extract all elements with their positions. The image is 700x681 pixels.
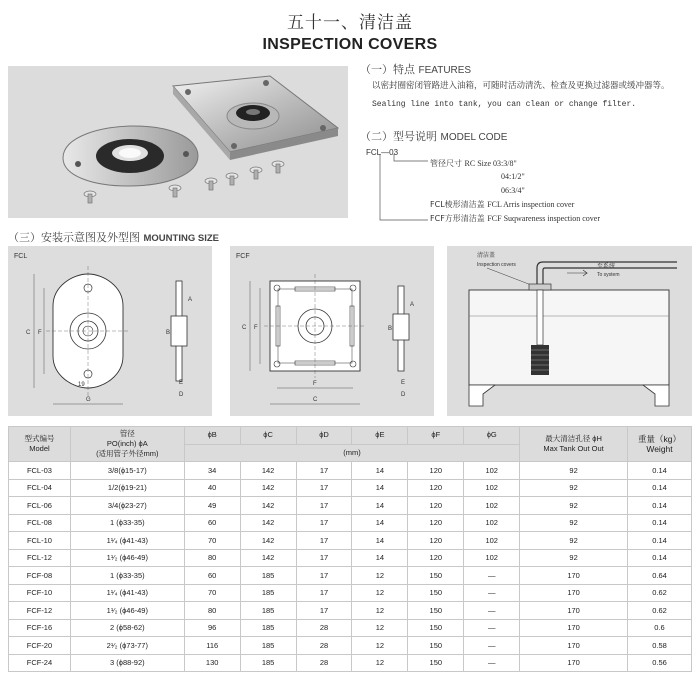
cell-pipe: 1¹⁄₄ (ϕ41-43)	[70, 532, 184, 550]
cell-d: 17	[296, 514, 352, 532]
cell-w: 0.14	[627, 549, 691, 567]
cell-e: 14	[352, 479, 408, 497]
cell-model: FCL-10	[9, 532, 71, 550]
fcf-label: FCF	[236, 253, 250, 260]
cell-b: 70	[184, 584, 240, 602]
cell-b: 130	[184, 654, 240, 672]
dim-b-label: B	[166, 330, 171, 336]
cell-model: FCF-16	[9, 619, 71, 637]
cell-c: 142	[240, 514, 296, 532]
col-g: ϕG	[464, 427, 520, 445]
cell-e: 12	[352, 584, 408, 602]
cell-f: 120	[408, 479, 464, 497]
model-heading-en: MODEL CODE	[440, 132, 508, 143]
features-heading-en: FEATURES	[418, 65, 472, 76]
cell-pipe: 1 (ϕ33-35)	[70, 514, 184, 532]
col-pipe	[70, 427, 184, 462]
cell-e: 14	[352, 532, 408, 550]
cell-d: 17	[296, 549, 352, 567]
model-fcf-en: FCF Suqwareness inspection cover	[487, 214, 600, 223]
cell-h: 170	[520, 654, 628, 672]
cell-w: 0.14	[627, 514, 691, 532]
cell-c: 185	[240, 654, 296, 672]
cell-g: 102	[464, 514, 520, 532]
cell-c: 142	[240, 479, 296, 497]
cell-pipe: 3/8(ϕ15-17)	[70, 462, 184, 480]
table-row	[9, 462, 692, 480]
cell-e: 12	[352, 654, 408, 672]
tank-installation-diagram	[447, 246, 692, 416]
cell-g: —	[464, 567, 520, 585]
cell-w: 0.58	[627, 637, 691, 655]
cell-h: 170	[520, 619, 628, 637]
features-desc-en: Sealing line into tank, you can clean or change filter.	[372, 100, 637, 109]
mounting-heading-en: MOUNTING SIZE	[143, 233, 219, 244]
table-row	[9, 567, 692, 585]
cell-pipe: 1/2(ϕ19-21)	[70, 479, 184, 497]
cell-g: 102	[464, 549, 520, 567]
cell-w: 0.14	[627, 462, 691, 480]
cell-h: 92	[520, 479, 628, 497]
cell-w: 0.62	[627, 602, 691, 620]
cell-h: 92	[520, 514, 628, 532]
cell-b: 80	[184, 602, 240, 620]
cell-e: 12	[352, 619, 408, 637]
col-h	[520, 427, 628, 462]
cell-c: 185	[240, 567, 296, 585]
cell-e: 12	[352, 602, 408, 620]
cell-d: 17	[296, 602, 352, 620]
fcf-dim-d-label: D	[401, 392, 406, 398]
fcf-dim-f-bottom-label: F	[313, 381, 317, 387]
cell-w: 0.14	[627, 497, 691, 515]
cell-d: 28	[296, 654, 352, 672]
cell-pipe: 1¹⁄₄ (ϕ41-43)	[70, 584, 184, 602]
fcf-dim-a-label: A	[410, 302, 415, 308]
cell-g: 102	[464, 497, 520, 515]
cell-b: 96	[184, 619, 240, 637]
fcl-drawing	[8, 246, 212, 416]
cell-e: 14	[352, 514, 408, 532]
inspection-en-label: Inspection covers	[477, 262, 516, 268]
cell-h: 92	[520, 497, 628, 515]
cell-e: 14	[352, 549, 408, 567]
cell-model: FCF-10	[9, 584, 71, 602]
cell-b: 49	[184, 497, 240, 515]
cell-e: 14	[352, 462, 408, 480]
cell-model: FCF-20	[9, 637, 71, 655]
col-e: ϕE	[352, 427, 408, 445]
fcf-dim-e-label: E	[401, 380, 406, 386]
cell-e: 12	[352, 637, 408, 655]
dim-c-label: C	[26, 330, 31, 336]
cell-model: FCF-08	[9, 567, 71, 585]
cell-h: 92	[520, 462, 628, 480]
dim-f-label: F	[38, 330, 42, 336]
table-row	[9, 602, 692, 620]
cell-g: —	[464, 619, 520, 637]
cell-b: 70	[184, 532, 240, 550]
table-row	[9, 497, 692, 515]
cell-f: 150	[408, 637, 464, 655]
cell-c: 185	[240, 584, 296, 602]
dim-e-label: E	[179, 380, 184, 386]
cell-d: 17	[296, 497, 352, 515]
cell-b: 34	[184, 462, 240, 480]
cell-h: 170	[520, 584, 628, 602]
features-heading-cn: （一）特点	[360, 63, 415, 76]
cell-c: 185	[240, 602, 296, 620]
cell-c: 142	[240, 532, 296, 550]
spec-table-body	[9, 462, 692, 672]
col-pipe-note: (适用管子外径mm)	[96, 449, 159, 458]
page-title-cn: 五十一、清洁盖	[287, 13, 413, 33]
model-fcl-en: FCL Arris inspection cover	[487, 200, 575, 209]
cell-f: 120	[408, 497, 464, 515]
col-model-en: Model	[29, 444, 50, 453]
cell-b: 116	[184, 637, 240, 655]
cell-pipe: 3/4(ϕ23-27)	[70, 497, 184, 515]
cell-h: 170	[520, 637, 628, 655]
fcl-outline-diagram	[8, 246, 212, 416]
table-row	[9, 514, 692, 532]
table-row	[9, 619, 692, 637]
cell-d: 17	[296, 584, 352, 602]
dim-a-label: A	[188, 297, 193, 303]
cell-b: 80	[184, 549, 240, 567]
cell-model: FCL-03	[9, 462, 71, 480]
table-row	[9, 479, 692, 497]
fcf-drawing	[230, 246, 434, 416]
model-pipe-cn: 管径尺寸	[430, 159, 462, 168]
cell-f: 150	[408, 584, 464, 602]
table-row	[9, 532, 692, 550]
features-desc-cn: 以密封圈密闭管路进入油箱，可随时活动清洗、检查及更换过滤器或缓冲器等。	[372, 81, 670, 91]
cell-model: FCL-06	[9, 497, 71, 515]
cell-g: —	[464, 637, 520, 655]
installation-drawing	[447, 246, 692, 416]
table-header-row	[9, 427, 692, 445]
cell-g: —	[464, 602, 520, 620]
features-heading	[360, 64, 690, 77]
model-heading-cn: （二）型号说明	[360, 130, 437, 143]
cell-model: FCF-12	[9, 602, 71, 620]
table-row	[9, 549, 692, 567]
cell-e: 12	[352, 567, 408, 585]
cell-c: 185	[240, 619, 296, 637]
col-h-cn: 最大清洁孔径 ϕH	[545, 434, 602, 443]
model-fcf	[430, 213, 600, 224]
cell-model: FCL-08	[9, 514, 71, 532]
col-weight	[627, 427, 691, 462]
page-title-en: INSPECTION COVERS	[262, 36, 438, 53]
dim-g-label: G	[86, 397, 91, 403]
cell-h: 170	[520, 602, 628, 620]
col-model	[9, 427, 71, 462]
features-section	[360, 64, 690, 111]
cell-d: 17	[296, 532, 352, 550]
cell-h: 92	[520, 549, 628, 567]
fcf-dim-f-label: F	[254, 325, 258, 331]
model-size-04: 04:1/2"	[501, 172, 525, 181]
fcl-label: FCL	[14, 253, 28, 260]
cell-h: 92	[520, 532, 628, 550]
model-heading	[360, 128, 695, 144]
cell-model: FCF-24	[9, 654, 71, 672]
col-b: ϕB	[184, 427, 240, 445]
spec-table	[8, 426, 692, 672]
cell-c: 142	[240, 549, 296, 567]
mounting-heading	[8, 229, 219, 245]
cell-g: —	[464, 654, 520, 672]
fcf-dim-b-label: B	[388, 326, 393, 332]
table-row	[9, 584, 692, 602]
cell-w: 0.62	[627, 584, 691, 602]
cell-f: 150	[408, 654, 464, 672]
cell-c: 185	[240, 637, 296, 655]
cell-pipe: 1 (ϕ33-35)	[70, 567, 184, 585]
cell-b: 60	[184, 514, 240, 532]
model-code: FCL—03	[366, 148, 399, 157]
dim-d-label: D	[179, 392, 184, 398]
cell-pipe: 3 (ϕ88-92)	[70, 654, 184, 672]
cell-f: 120	[408, 549, 464, 567]
cell-h: 170	[520, 567, 628, 585]
cell-pipe: 2 (ϕ58-62)	[70, 619, 184, 637]
cell-f: 120	[408, 532, 464, 550]
cell-w: 0.64	[627, 567, 691, 585]
col-pipe-cn: 管径	[119, 429, 135, 438]
fcf-dim-c-bottom-label: C	[313, 397, 318, 403]
fcf-outline-diagram	[230, 246, 434, 416]
cell-d: 28	[296, 619, 352, 637]
system-en-label: To system	[597, 272, 620, 278]
cell-w: 0.14	[627, 532, 691, 550]
model-fcl-cn: FCL棱形清洁盖	[430, 200, 485, 209]
cell-model: FCL-12	[9, 549, 71, 567]
cell-e: 14	[352, 497, 408, 515]
table-row	[9, 654, 692, 672]
cell-w: 0.56	[627, 654, 691, 672]
cell-d: 17	[296, 567, 352, 585]
cell-model: FCL-04	[9, 479, 71, 497]
product-photo	[8, 66, 348, 218]
cell-d: 17	[296, 462, 352, 480]
dim-19-label: 19	[78, 382, 85, 388]
cell-f: 150	[408, 602, 464, 620]
cell-d: 17	[296, 479, 352, 497]
model-fcf-cn: FCF方形清洁盖	[430, 214, 485, 223]
cell-pipe: 1¹⁄₂ (ϕ46-49)	[70, 602, 184, 620]
cell-w: 0.6	[627, 619, 691, 637]
col-model-cn: 型式编号	[24, 434, 55, 443]
cell-c: 142	[240, 497, 296, 515]
col-d: ϕD	[296, 427, 352, 445]
cell-g: 102	[464, 532, 520, 550]
cell-b: 40	[184, 479, 240, 497]
cell-f: 120	[408, 514, 464, 532]
model-pipe-en: RC Size 03:3/8"	[464, 159, 517, 168]
inspection-cn-label: 清洁盖	[477, 253, 496, 259]
model-code-section	[360, 128, 695, 224]
cell-f: 120	[408, 462, 464, 480]
cell-w: 0.14	[627, 479, 691, 497]
cell-g: 102	[464, 462, 520, 480]
unit-label: (mm)	[184, 444, 519, 462]
cell-b: 60	[184, 567, 240, 585]
cell-pipe: 1¹⁄₂ (ϕ46-49)	[70, 549, 184, 567]
mounting-heading-cn: （三）安装示意图及外型图	[8, 231, 140, 244]
cell-g: 102	[464, 479, 520, 497]
cell-f: 150	[408, 619, 464, 637]
model-size-06: 06:3/4"	[501, 186, 525, 195]
col-weight-cn: 重量（kg）	[638, 434, 681, 444]
table-row	[9, 637, 692, 655]
col-weight-en: Weight	[646, 444, 673, 454]
model-pipe-size	[430, 158, 517, 169]
col-c: ϕC	[240, 427, 296, 445]
col-pipe-po: PO(inch) ϕA	[106, 439, 148, 448]
system-cn-label: 至系统	[597, 264, 616, 270]
cell-c: 142	[240, 462, 296, 480]
cell-d: 28	[296, 637, 352, 655]
inspection-cover-illustration	[8, 66, 348, 218]
model-fcl	[430, 199, 574, 210]
col-h-en: Max Tank Out Out	[543, 444, 604, 453]
cell-g: —	[464, 584, 520, 602]
col-f: ϕF	[408, 427, 464, 445]
cell-pipe: 2¹⁄₂ (ϕ73-77)	[70, 637, 184, 655]
fcf-dim-c-label: C	[242, 325, 247, 331]
cell-f: 150	[408, 567, 464, 585]
